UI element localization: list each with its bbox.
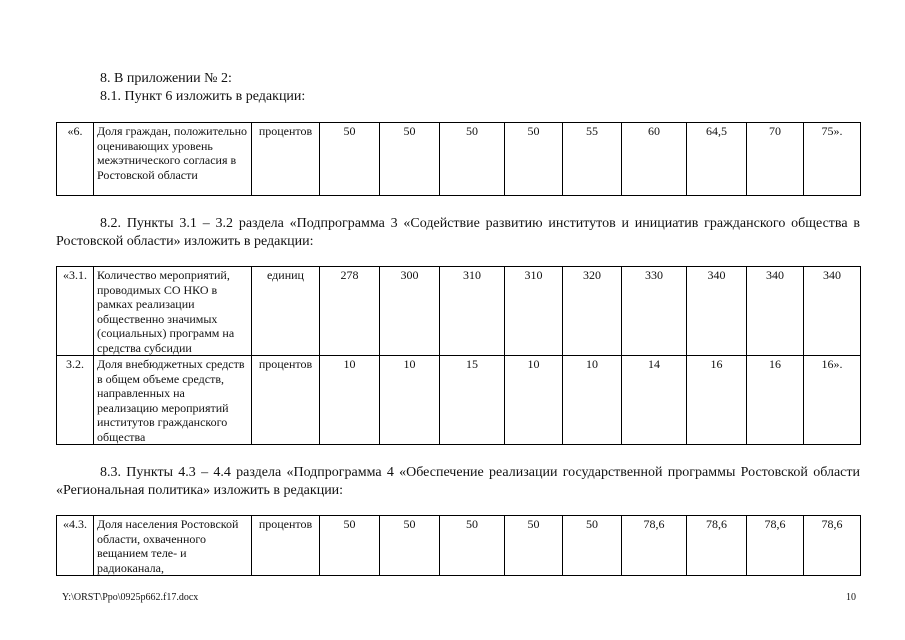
value-cell: 75». (804, 123, 861, 196)
row-number: «4.3. (57, 516, 94, 576)
value-cell: 330 (622, 267, 687, 356)
unit: процентов (252, 123, 320, 196)
value-cell: 310 (440, 267, 505, 356)
row-number: «3.1. (57, 267, 94, 356)
value-cell: 60 (622, 123, 687, 196)
unit: процентов (252, 516, 320, 576)
table-row (57, 267, 861, 356)
table-row (57, 516, 861, 576)
item-8-3: 8.3. Пункты 4.3 – 4.4 раздела «Подпрограмма 4 «Обеспечение реализации государственной программы Ростовской области «Региональная политика» изложить в редакции: (56, 465, 860, 498)
value-cell: 278 (320, 267, 380, 356)
table-1 (56, 122, 861, 196)
item-8-1: 8.1. Пункт 6 изложить в редакции: (100, 89, 306, 104)
value-cell: 16 (747, 356, 804, 445)
table-3 (56, 515, 861, 576)
value-cell: 78,6 (687, 516, 747, 576)
table-2 (56, 266, 861, 445)
value-cell: 16». (804, 356, 861, 445)
value-cell: 50 (563, 516, 622, 576)
value-cell: 340 (747, 267, 804, 356)
value-cell: 50 (440, 516, 505, 576)
value-cell: 55 (563, 123, 622, 196)
row-number: 3.2. (57, 356, 94, 445)
value-cell: 340 (804, 267, 861, 356)
value-cell: 78,6 (804, 516, 861, 576)
value-cell: 10 (320, 356, 380, 445)
value-cell: 14 (622, 356, 687, 445)
heading-appendix: 8. В приложении № 2: (100, 71, 232, 86)
value-cell: 300 (380, 267, 440, 356)
unit: единиц (252, 267, 320, 356)
unit: процентов (252, 356, 320, 445)
value-cell: 50 (320, 516, 380, 576)
value-cell: 50 (320, 123, 380, 196)
value-cell: 16 (687, 356, 747, 445)
value-cell: 78,6 (622, 516, 687, 576)
value-cell: 10 (563, 356, 622, 445)
row-number: «6. (57, 123, 94, 196)
value-cell: 64,5 (687, 123, 747, 196)
footer-file-path: Y:\ORST\Ppo\0925p662.f17.docx (62, 592, 199, 603)
value-cell: 10 (380, 356, 440, 445)
item-8-2: 8.2. Пункты 3.1 – 3.2 раздела «Подпрограмма 3 «Содействие развитию институтов и инициатив гражданского общества в Ростовской области» изложить в редакции: (56, 216, 860, 249)
table-row (57, 356, 861, 445)
value-cell: 10 (505, 356, 563, 445)
value-cell: 310 (505, 267, 563, 356)
value-cell: 70 (747, 123, 804, 196)
indicator-name: Доля внебюджетных средств в общем объеме средств, направленных на реализацию мероприятий институтов гражданского общества (94, 356, 252, 445)
value-cell: 50 (380, 516, 440, 576)
table-row (57, 123, 861, 196)
value-cell: 50 (380, 123, 440, 196)
indicator-name: Количество мероприятий, проводимых СО НКО в рамках реализации общественно значимых (социальных) программ на средства субсидии (94, 267, 252, 356)
value-cell: 15 (440, 356, 505, 445)
value-cell: 50 (505, 123, 563, 196)
value-cell: 78,6 (747, 516, 804, 576)
value-cell: 50 (440, 123, 505, 196)
footer-page-number: 10 (846, 592, 856, 603)
indicator-name: Доля населения Ростовской области, охваченного вещанием теле- и радиоканала, (94, 516, 252, 576)
indicator-name: Доля граждан, положительно оценивающих уровень межэтнического согласия в Ростовской области (94, 123, 252, 196)
value-cell: 320 (563, 267, 622, 356)
value-cell: 50 (505, 516, 563, 576)
value-cell: 340 (687, 267, 747, 356)
